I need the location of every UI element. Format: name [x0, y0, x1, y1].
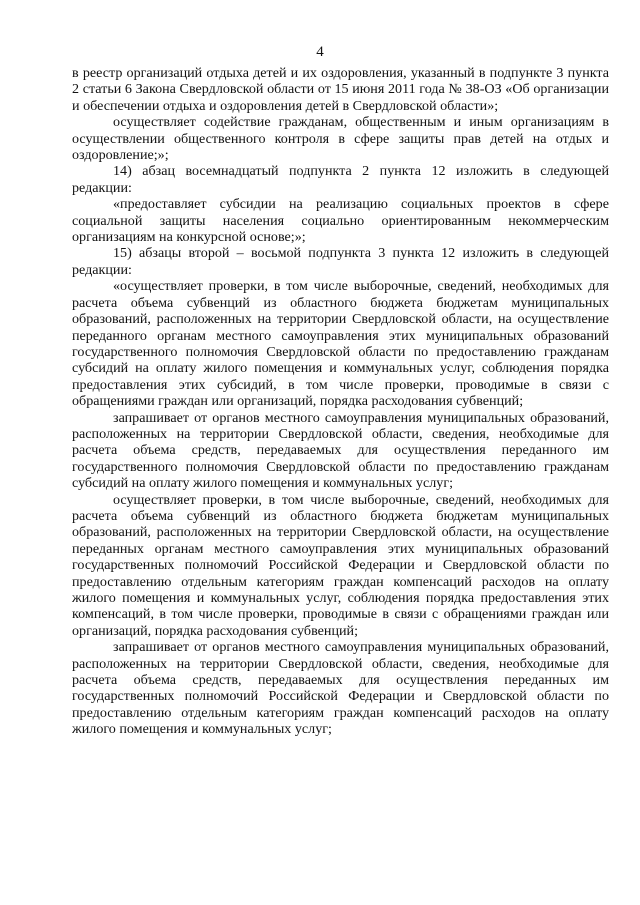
paragraph: осуществляет проверки, в том числе выборочные, сведений, необходимых для расчета объема субвенций из областного бюджета бюджетам муниципальных образований, расположенных на территории Свердловской области, на осуществление переданных органам местного самоуправления этих муниципальных образований государственных полномочий Российской Федерации и Свердловской области по предоставлению отдельным категориям граждан компенсаций расходов на оплату жилого помещения и коммунальных услуг, соблюдения порядка предоставления этих компенсаций, в том числе проверки, проводимые в связи с обращениями граждан или организаций, порядка расходования субвенций;	[72, 491, 609, 639]
paragraph-continuation: в реестр организаций отдыха детей и их оздоровления, указанный в подпункте 3 пункта 2 статьи 6 Закона Свердловской области от 15 июня 2011 года № 38-ОЗ «Об организации и обеспечении отдыха и оздоровления детей в Свердловской области»;	[72, 65, 609, 114]
paragraph: осуществляет содействие гражданам, общественным и иным организациям в осуществлении общественного контроля в сфере защиты прав детей на отдых и оздоровление;»;	[72, 114, 609, 164]
paragraph: «предоставляет субсидии на реализацию социальных проектов в сфере социальной защиты населения социально ориентированным некоммерческим организациям на конкурсной основе;»;	[72, 196, 609, 246]
paragraph: «осуществляет проверки, в том числе выборочные, сведений, необходимых для расчета объема субвенций из областного бюджета бюджетам муниципальных образований, расположенных на территории Свердловской области, на осуществление переданного органам местного самоуправления этих муниципальных образований государственного полномочия Свердловской области по предоставлению гражданам субсидий на оплату жилого помещения и коммунальных услуг, соблюдения порядка предоставления этих субсидий, в том числе проверки, проводимые в связи с обращениями граждан или организаций, порядка расходования субвенций;	[72, 278, 609, 410]
paragraph: запрашивает от органов местного самоуправления муниципальных образований, расположенных на территории Свердловской области, сведения, необходимые для расчета объема средств, передаваемых для осуществления переданного им государственного полномочия Свердловской области по предоставлению гражданам субсидий на оплату жилого помещения и коммунальных услуг;	[72, 409, 609, 492]
paragraph-item-15: 15) абзацы второй – восьмой подпункта 3 пункта 12 изложить в следующей редакции:	[72, 245, 609, 278]
paragraph: запрашивает от органов местного самоуправления муниципальных образований, расположенных на территории Свердловской области, сведения, необходимые для расчета объема средств, передаваемых для осуществления переданных им государственных полномочий Российской Федерации и Свердловской области по предоставлению отдельным категориям граждан компенсаций расходов на оплату жилого помещения и коммунальных услуг;	[72, 639, 609, 738]
paragraph-item-14: 14) абзац восемнадцатый подпункта 2 пункта 12 изложить в следующей редакции:	[72, 163, 609, 196]
page-number: 4	[316, 44, 324, 60]
document-body	[72, 65, 609, 738]
